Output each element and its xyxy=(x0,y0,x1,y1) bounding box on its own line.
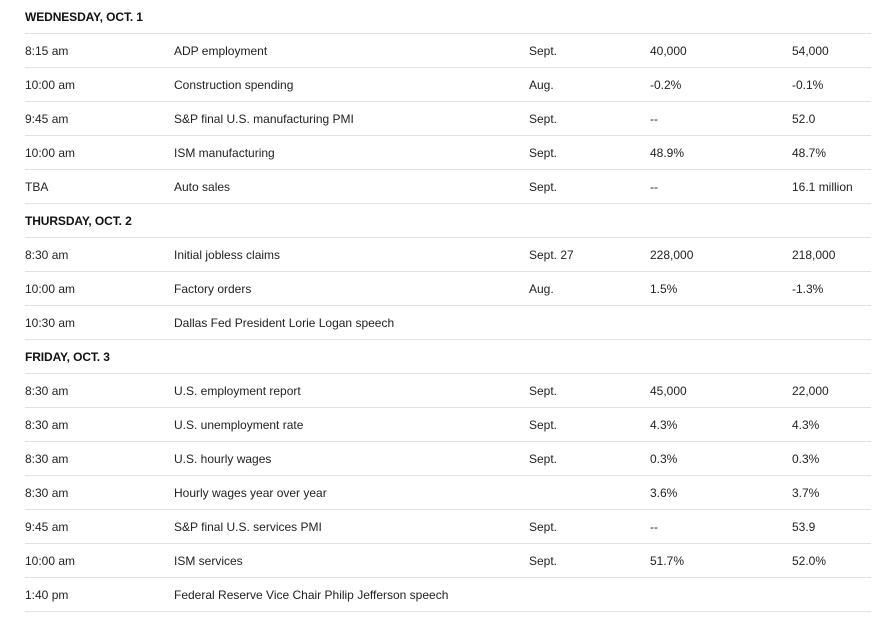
table-row xyxy=(25,68,871,102)
event-time: 10:30 am xyxy=(25,316,76,330)
event-name: Factory orders xyxy=(174,282,252,296)
event-forecast: 1.5% xyxy=(650,282,678,296)
table-row xyxy=(25,408,871,442)
event-time: 10:00 am xyxy=(25,554,76,568)
event-period: Sept. xyxy=(529,180,558,194)
event-previous: 22,000 xyxy=(792,384,829,398)
table-row xyxy=(25,476,871,510)
event-name: Auto sales xyxy=(174,180,231,194)
event-forecast: -0.2% xyxy=(650,78,682,92)
event-period: Aug. xyxy=(529,282,554,296)
day-header: THURSDAY, OCT. 2 xyxy=(25,214,132,228)
event-period: Sept. xyxy=(529,554,558,568)
event-name: Hourly wages year over year xyxy=(174,486,327,500)
event-previous: 218,000 xyxy=(792,248,836,262)
table-row xyxy=(25,442,871,476)
event-forecast: 40,000 xyxy=(650,44,687,58)
event-name: Dallas Fed President Lorie Logan speech xyxy=(174,316,395,330)
event-period: Sept. xyxy=(529,384,558,398)
event-previous: 54,000 xyxy=(792,44,829,58)
event-period: Sept. xyxy=(529,520,558,534)
event-name: S&P final U.S. services PMI xyxy=(174,520,322,534)
table-row xyxy=(25,578,871,612)
event-name: ISM services xyxy=(174,554,243,568)
event-name: Federal Reserve Vice Chair Philip Jefferson speech xyxy=(174,588,449,602)
event-period: Aug. xyxy=(529,78,554,92)
event-time: 8:30 am xyxy=(25,248,69,262)
event-time: 10:00 am xyxy=(25,146,76,160)
event-forecast: 48.9% xyxy=(650,146,685,160)
event-period: Sept. xyxy=(529,44,558,58)
event-forecast: -- xyxy=(650,520,658,534)
event-period: Sept. xyxy=(529,452,558,466)
event-name: ADP employment xyxy=(174,44,268,58)
event-forecast: 0.3% xyxy=(650,452,678,466)
day-header-row xyxy=(25,0,871,34)
event-name: U.S. hourly wages xyxy=(174,452,272,466)
event-forecast: 45,000 xyxy=(650,384,687,398)
event-name: U.S. unemployment rate xyxy=(174,418,304,432)
event-forecast: 3.6% xyxy=(650,486,678,500)
event-forecast: -- xyxy=(650,180,658,194)
event-forecast: 4.3% xyxy=(650,418,678,432)
economic-calendar xyxy=(25,0,871,612)
event-time: 9:45 am xyxy=(25,112,69,126)
event-previous: -0.1% xyxy=(792,78,824,92)
event-time: 8:30 am xyxy=(25,418,69,432)
event-previous: 3.7% xyxy=(792,486,820,500)
event-time: TBA xyxy=(25,180,49,194)
event-name: Initial jobless claims xyxy=(174,248,281,262)
event-period: Sept. xyxy=(529,112,558,126)
event-previous: 16.1 million xyxy=(792,180,853,194)
table-row xyxy=(25,510,871,544)
event-time: 8:30 am xyxy=(25,384,69,398)
event-previous: 0.3% xyxy=(792,452,820,466)
event-previous: 52.0 xyxy=(792,112,816,126)
event-previous: 4.3% xyxy=(792,418,820,432)
event-forecast: 228,000 xyxy=(650,248,694,262)
event-previous: 52.0% xyxy=(792,554,827,568)
event-name: ISM manufacturing xyxy=(174,146,275,160)
table-row xyxy=(25,374,871,408)
day-header: WEDNESDAY, OCT. 1 xyxy=(25,10,143,24)
event-time: 10:00 am xyxy=(25,78,76,92)
table-row xyxy=(25,102,871,136)
event-time: 10:00 am xyxy=(25,282,76,296)
event-period: Sept. 27 xyxy=(529,248,574,262)
day-header: FRIDAY, OCT. 3 xyxy=(25,350,110,364)
event-time: 8:30 am xyxy=(25,486,69,500)
table-row xyxy=(25,272,871,306)
event-period: Sept. xyxy=(529,146,558,160)
event-name: Construction spending xyxy=(174,78,294,92)
table-row xyxy=(25,544,871,578)
event-time: 1:40 pm xyxy=(25,588,69,602)
event-time: 9:45 am xyxy=(25,520,69,534)
day-header-row xyxy=(25,340,871,374)
event-name: S&P final U.S. manufacturing PMI xyxy=(174,112,354,126)
table-row xyxy=(25,34,871,68)
event-forecast: -- xyxy=(650,112,658,126)
event-time: 8:30 am xyxy=(25,452,69,466)
event-previous: -1.3% xyxy=(792,282,824,296)
table-row xyxy=(25,306,871,340)
event-previous: 48.7% xyxy=(792,146,827,160)
event-forecast: 51.7% xyxy=(650,554,685,568)
event-previous: 53.9 xyxy=(792,520,816,534)
day-header-row xyxy=(25,204,871,238)
event-period: Sept. xyxy=(529,418,558,432)
event-name: U.S. employment report xyxy=(174,384,301,398)
table-row xyxy=(25,136,871,170)
table-row xyxy=(25,170,871,204)
event-time: 8:15 am xyxy=(25,44,69,58)
table-row xyxy=(25,238,871,272)
